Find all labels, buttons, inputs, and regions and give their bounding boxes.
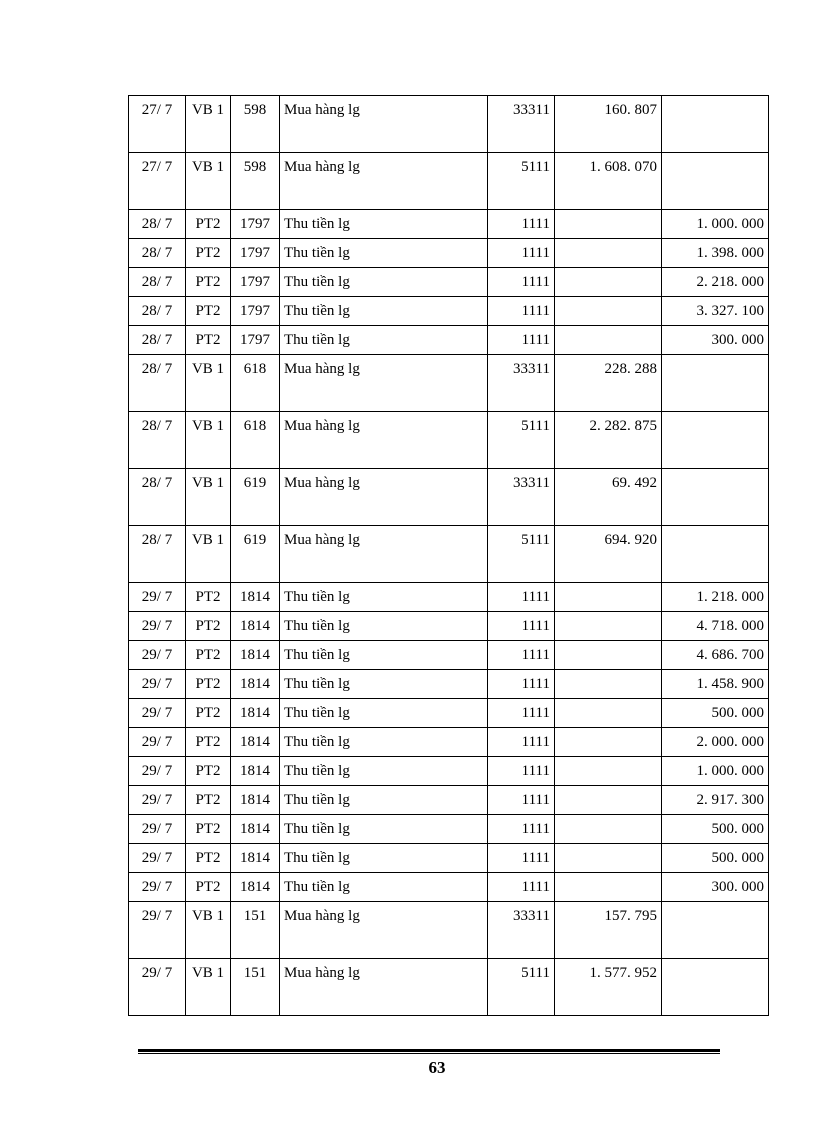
cell-description: Thu tiền lg	[280, 699, 488, 728]
cell-credit: 300. 000	[662, 326, 769, 355]
cell-voucher-number: 1814	[231, 612, 280, 641]
cell-voucher-code: VB 1	[186, 902, 231, 959]
cell-account: 1111	[488, 210, 555, 239]
cell-voucher-code: VB 1	[186, 355, 231, 412]
cell-account: 33311	[488, 355, 555, 412]
cell-date: 29/ 7	[129, 728, 186, 757]
cell-voucher-number: 1797	[231, 326, 280, 355]
cell-voucher-number: 598	[231, 153, 280, 210]
cell-description: Thu tiền lg	[280, 757, 488, 786]
cell-voucher-code: PT2	[186, 670, 231, 699]
cell-description: Thu tiền lg	[280, 844, 488, 873]
cell-debit	[555, 239, 662, 268]
cell-voucher-number: 1814	[231, 786, 280, 815]
cell-voucher-code: PT2	[186, 641, 231, 670]
cell-voucher-number: 1814	[231, 583, 280, 612]
cell-date: 28/ 7	[129, 210, 186, 239]
cell-description: Mua hàng lg	[280, 355, 488, 412]
cell-date: 29/ 7	[129, 757, 186, 786]
cell-date: 28/ 7	[129, 239, 186, 268]
cell-voucher-code: PT2	[186, 297, 231, 326]
cell-voucher-code: PT2	[186, 239, 231, 268]
cell-credit: 1. 000. 000	[662, 210, 769, 239]
cell-voucher-number: 618	[231, 355, 280, 412]
cell-debit	[555, 583, 662, 612]
cell-debit	[555, 326, 662, 355]
cell-credit	[662, 153, 769, 210]
cell-date: 29/ 7	[129, 902, 186, 959]
cell-voucher-number: 618	[231, 412, 280, 469]
table-row	[129, 815, 769, 844]
cell-account: 5111	[488, 959, 555, 1016]
cell-date: 29/ 7	[129, 641, 186, 670]
cell-account: 1111	[488, 728, 555, 757]
cell-voucher-number: 1797	[231, 239, 280, 268]
cell-account: 33311	[488, 96, 555, 153]
cell-date: 28/ 7	[129, 526, 186, 583]
cell-voucher-code: PT2	[186, 786, 231, 815]
table-row	[129, 355, 769, 412]
cell-credit: 500. 000	[662, 815, 769, 844]
cell-description: Mua hàng lg	[280, 526, 488, 583]
cell-account: 5111	[488, 412, 555, 469]
cell-debit	[555, 757, 662, 786]
ledger-table	[128, 95, 769, 1016]
cell-date: 29/ 7	[129, 959, 186, 1016]
cell-credit: 3. 327. 100	[662, 297, 769, 326]
table-row	[129, 297, 769, 326]
cell-account: 1111	[488, 641, 555, 670]
cell-debit: 2. 282. 875	[555, 412, 662, 469]
table-row	[129, 239, 769, 268]
cell-debit	[555, 670, 662, 699]
cell-description: Mua hàng lg	[280, 959, 488, 1016]
cell-account: 33311	[488, 469, 555, 526]
cell-voucher-number: 598	[231, 96, 280, 153]
table-row	[129, 96, 769, 153]
table-row	[129, 873, 769, 902]
cell-account: 1111	[488, 699, 555, 728]
cell-date: 28/ 7	[129, 412, 186, 469]
cell-voucher-number: 1814	[231, 844, 280, 873]
cell-debit: 228. 288	[555, 355, 662, 412]
cell-debit: 694. 920	[555, 526, 662, 583]
table-row	[129, 583, 769, 612]
cell-date: 29/ 7	[129, 583, 186, 612]
cell-credit	[662, 412, 769, 469]
cell-debit	[555, 297, 662, 326]
cell-voucher-number: 619	[231, 526, 280, 583]
table-row	[129, 902, 769, 959]
cell-date: 27/ 7	[129, 153, 186, 210]
cell-debit: 69. 492	[555, 469, 662, 526]
cell-account: 1111	[488, 844, 555, 873]
cell-description: Mua hàng lg	[280, 412, 488, 469]
cell-debit	[555, 844, 662, 873]
cell-date: 29/ 7	[129, 612, 186, 641]
cell-date: 27/ 7	[129, 96, 186, 153]
cell-account: 1111	[488, 612, 555, 641]
cell-voucher-number: 1814	[231, 728, 280, 757]
cell-account: 1111	[488, 268, 555, 297]
table-row	[129, 844, 769, 873]
cell-voucher-number: 1814	[231, 757, 280, 786]
cell-voucher-number: 1797	[231, 210, 280, 239]
cell-credit: 2. 000. 000	[662, 728, 769, 757]
cell-voucher-code: PT2	[186, 873, 231, 902]
cell-credit	[662, 96, 769, 153]
cell-account: 1111	[488, 239, 555, 268]
table-row	[129, 469, 769, 526]
ledger-body	[129, 96, 769, 1016]
cell-voucher-code: PT2	[186, 268, 231, 297]
cell-account: 1111	[488, 326, 555, 355]
cell-credit: 1. 000. 000	[662, 757, 769, 786]
cell-credit	[662, 355, 769, 412]
table-row	[129, 641, 769, 670]
cell-debit	[555, 612, 662, 641]
footer-rule	[138, 1049, 720, 1054]
cell-voucher-code: VB 1	[186, 526, 231, 583]
cell-voucher-number: 1814	[231, 641, 280, 670]
cell-credit: 500. 000	[662, 699, 769, 728]
cell-debit	[555, 268, 662, 297]
cell-date: 29/ 7	[129, 844, 186, 873]
cell-voucher-number: 619	[231, 469, 280, 526]
cell-description: Thu tiền lg	[280, 815, 488, 844]
cell-date: 29/ 7	[129, 815, 186, 844]
cell-description: Mua hàng lg	[280, 469, 488, 526]
cell-credit: 1. 218. 000	[662, 583, 769, 612]
cell-voucher-code: PT2	[186, 326, 231, 355]
cell-debit	[555, 641, 662, 670]
cell-description: Thu tiền lg	[280, 786, 488, 815]
cell-voucher-number: 1814	[231, 670, 280, 699]
cell-credit: 4. 718. 000	[662, 612, 769, 641]
cell-debit: 1. 608. 070	[555, 153, 662, 210]
cell-credit: 4. 686. 700	[662, 641, 769, 670]
cell-debit	[555, 699, 662, 728]
cell-description: Thu tiền lg	[280, 873, 488, 902]
cell-credit	[662, 526, 769, 583]
cell-date: 28/ 7	[129, 469, 186, 526]
table-row	[129, 757, 769, 786]
page-number: 63	[428, 1058, 446, 1077]
cell-debit	[555, 786, 662, 815]
cell-date: 28/ 7	[129, 297, 186, 326]
cell-debit	[555, 210, 662, 239]
table-row	[129, 268, 769, 297]
cell-debit: 160. 807	[555, 96, 662, 153]
cell-voucher-code: VB 1	[186, 96, 231, 153]
cell-account: 5111	[488, 526, 555, 583]
cell-credit: 2. 218. 000	[662, 268, 769, 297]
table-row	[129, 526, 769, 583]
cell-voucher-code: PT2	[186, 210, 231, 239]
cell-account: 5111	[488, 153, 555, 210]
table-row	[129, 728, 769, 757]
cell-debit	[555, 873, 662, 902]
table-row	[129, 699, 769, 728]
cell-credit: 300. 000	[662, 873, 769, 902]
cell-description: Mua hàng lg	[280, 902, 488, 959]
cell-description: Thu tiền lg	[280, 210, 488, 239]
cell-description: Thu tiền lg	[280, 612, 488, 641]
cell-voucher-code: PT2	[186, 583, 231, 612]
cell-voucher-number: 1797	[231, 297, 280, 326]
cell-description: Mua hàng lg	[280, 153, 488, 210]
cell-voucher-code: VB 1	[186, 412, 231, 469]
cell-debit: 157. 795	[555, 902, 662, 959]
cell-date: 29/ 7	[129, 786, 186, 815]
cell-account: 1111	[488, 786, 555, 815]
cell-credit: 2. 917. 300	[662, 786, 769, 815]
cell-date: 28/ 7	[129, 268, 186, 297]
cell-date: 29/ 7	[129, 699, 186, 728]
cell-voucher-code: PT2	[186, 815, 231, 844]
cell-date: 28/ 7	[129, 326, 186, 355]
cell-description: Thu tiền lg	[280, 583, 488, 612]
cell-date: 29/ 7	[129, 670, 186, 699]
cell-description: Thu tiền lg	[280, 728, 488, 757]
table-row	[129, 959, 769, 1016]
table-row	[129, 210, 769, 239]
cell-voucher-number: 151	[231, 959, 280, 1016]
cell-voucher-number: 1814	[231, 873, 280, 902]
cell-voucher-code: PT2	[186, 728, 231, 757]
cell-account: 33311	[488, 902, 555, 959]
cell-voucher-code: PT2	[186, 757, 231, 786]
cell-description: Mua hàng lg	[280, 96, 488, 153]
cell-description: Thu tiền lg	[280, 326, 488, 355]
cell-description: Thu tiền lg	[280, 268, 488, 297]
cell-voucher-number: 151	[231, 902, 280, 959]
table-row	[129, 153, 769, 210]
cell-voucher-code: PT2	[186, 844, 231, 873]
cell-voucher-number: 1797	[231, 268, 280, 297]
cell-date: 28/ 7	[129, 355, 186, 412]
cell-credit: 1. 458. 900	[662, 670, 769, 699]
cell-description: Thu tiền lg	[280, 641, 488, 670]
cell-description: Thu tiền lg	[280, 297, 488, 326]
cell-credit	[662, 469, 769, 526]
cell-credit	[662, 959, 769, 1016]
cell-voucher-number: 1814	[231, 699, 280, 728]
cell-voucher-code: VB 1	[186, 469, 231, 526]
table-row	[129, 412, 769, 469]
table-row	[129, 670, 769, 699]
cell-description: Thu tiền lg	[280, 670, 488, 699]
cell-debit	[555, 728, 662, 757]
cell-voucher-code: VB 1	[186, 153, 231, 210]
cell-account: 1111	[488, 297, 555, 326]
table-row	[129, 326, 769, 355]
cell-date: 29/ 7	[129, 873, 186, 902]
cell-voucher-code: VB 1	[186, 959, 231, 1016]
cell-voucher-code: PT2	[186, 699, 231, 728]
cell-account: 1111	[488, 757, 555, 786]
cell-debit: 1. 577. 952	[555, 959, 662, 1016]
cell-voucher-number: 1814	[231, 815, 280, 844]
cell-account: 1111	[488, 583, 555, 612]
table-row	[129, 612, 769, 641]
cell-credit: 500. 000	[662, 844, 769, 873]
table-row	[129, 786, 769, 815]
cell-credit: 1. 398. 000	[662, 239, 769, 268]
cell-debit	[555, 815, 662, 844]
cell-voucher-code: PT2	[186, 612, 231, 641]
cell-credit	[662, 902, 769, 959]
cell-account: 1111	[488, 873, 555, 902]
cell-account: 1111	[488, 815, 555, 844]
cell-account: 1111	[488, 670, 555, 699]
cell-description: Thu tiền lg	[280, 239, 488, 268]
